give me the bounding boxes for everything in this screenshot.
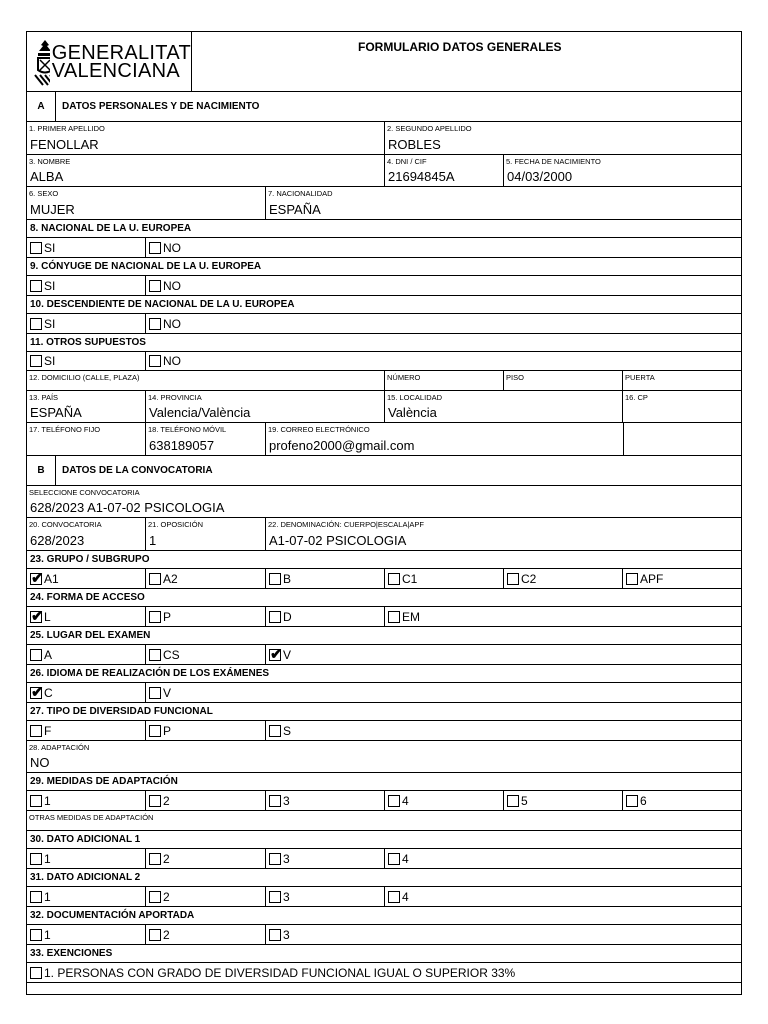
section-b-header <box>27 456 741 486</box>
checkbox-icon[interactable] <box>149 242 161 254</box>
dni-field[interactable]: 4. DNI / CIF 21694845A <box>385 155 504 186</box>
nacionalidad-field[interactable]: 7. NACIONALIDAD ESPAÑA <box>268 189 333 217</box>
checkbox-icon[interactable] <box>149 795 161 807</box>
checkbox-icon[interactable] <box>149 687 161 699</box>
section-b-title: DATOS DE LA CONVOCATORIA <box>62 465 213 476</box>
q25-option-v[interactable]: ✔ V <box>266 645 741 664</box>
q25-option-a[interactable]: A <box>27 645 146 664</box>
general-data-form <box>26 31 742 995</box>
q26-option-v[interactable]: V <box>146 683 741 702</box>
checkbox-icon[interactable] <box>149 355 161 367</box>
checkbox-icon[interactable] <box>388 795 400 807</box>
checkbox-checked-icon[interactable] <box>30 573 42 585</box>
q32-option-2[interactable]: 2 <box>146 925 266 944</box>
numero-field[interactable]: NÚMERO <box>385 371 504 390</box>
adaptacion-field[interactable]: 28. ADAPTACIÓN NO <box>29 743 90 770</box>
checkbox-icon[interactable] <box>507 795 519 807</box>
checkbox-icon[interactable] <box>269 725 281 737</box>
q29-option-6[interactable]: 6 <box>623 791 741 810</box>
q29-option-1[interactable]: 1 <box>27 791 146 810</box>
q9-label: 9. CÓNYUGE DE NACIONAL DE LA U. EUROPEA <box>27 258 741 276</box>
otras-medidas-field[interactable]: OTRAS MEDIDAS DE ADAPTACIÓN <box>29 813 154 822</box>
q27-option-p[interactable]: P <box>146 721 266 740</box>
q11-label: 11. OTROS SUPUESTOS <box>27 334 741 352</box>
checkbox-icon[interactable] <box>388 891 400 903</box>
q27-label: 27. TIPO DE DIVERSIDAD FUNCIONAL <box>27 703 741 721</box>
segundo-apellido-field[interactable]: 2. SEGUNDO APELLIDO ROBLES <box>387 124 472 152</box>
q11-option-no[interactable]: NO <box>146 352 741 370</box>
checkbox-icon[interactable] <box>388 853 400 865</box>
q25-option-cs[interactable]: CS <box>146 645 266 664</box>
q9-option-si[interactable]: SI <box>27 276 146 295</box>
q33-option-1[interactable]: 1. PERSONAS CON GRADO DE DIVERSIDAD FUNCIONAL IGUAL O SUPERIOR 33% <box>27 963 741 982</box>
checkbox-icon[interactable] <box>269 573 281 585</box>
provincia-field[interactable]: 14. PROVINCIA Valencia/València <box>146 391 385 422</box>
sexo-field[interactable]: 6. SEXO MUJER <box>27 187 266 219</box>
checkbox-icon[interactable] <box>30 242 42 254</box>
checkbox-icon[interactable] <box>30 891 42 903</box>
checkbox-icon[interactable] <box>30 355 42 367</box>
q8-option-no[interactable]: NO <box>146 238 741 257</box>
q24-option-d[interactable]: D <box>266 607 385 626</box>
q31-option-3[interactable]: 3 <box>266 887 385 906</box>
checkbox-icon[interactable] <box>30 967 42 979</box>
q26-option-c[interactable]: ✔ C <box>27 683 146 702</box>
q23-option-c2[interactable]: C2 <box>504 569 623 588</box>
checkbox-icon[interactable] <box>626 573 638 585</box>
checkbox-icon[interactable] <box>149 725 161 737</box>
q32-option-1[interactable]: 1 <box>27 925 146 944</box>
section-a-header <box>27 92 741 122</box>
fecha-nacimiento-field[interactable]: 5. FECHA DE NACIMIENTO 04/03/2000 <box>506 157 601 184</box>
logo-line1: GENERALITAT <box>51 41 191 64</box>
section-a-title: DATOS PERSONALES Y DE NACIMIENTO <box>62 101 260 112</box>
q23-option-b[interactable]: B <box>266 569 385 588</box>
checkbox-icon[interactable] <box>149 611 161 623</box>
coat-of-arms-icon <box>32 37 50 87</box>
q30-option-2[interactable]: 2 <box>146 849 266 868</box>
q8-label: 8. NACIONAL DE LA U. EUROPEA <box>27 220 741 238</box>
checkbox-icon[interactable] <box>626 795 638 807</box>
q29-option-4[interactable]: 4 <box>385 791 504 810</box>
section-b-letter: B <box>27 456 56 485</box>
checkbox-icon[interactable] <box>269 853 281 865</box>
domicilio-field[interactable]: 12. DOMICILIO (CALLE, PLAZA) <box>27 371 385 390</box>
telefono-fijo-field[interactable]: 17. TELÉFONO FIJO <box>27 423 146 455</box>
checkbox-icon[interactable] <box>507 573 519 585</box>
q29-option-5[interactable]: 5 <box>504 791 623 810</box>
checkbox-icon[interactable] <box>149 649 161 661</box>
checkbox-icon[interactable] <box>149 280 161 292</box>
checkbox-icon[interactable] <box>269 795 281 807</box>
q26-label: 26. IDIOMA DE REALIZACIÓN DE LOS EXÁMENES <box>27 665 741 683</box>
checkbox-icon[interactable] <box>388 611 400 623</box>
q23-option-c1[interactable]: C1 <box>385 569 504 588</box>
correo-field[interactable]: 19. CORREO ELECTRÓNICO profeno2000@gmail.com <box>266 423 624 455</box>
puerta-field[interactable]: PUERTA <box>625 373 655 382</box>
q31-label: 31. DATO ADICIONAL 2 <box>27 869 741 887</box>
seleccione-convocatoria-field[interactable]: SELECCIONE CONVOCATORIA 628/2023 A1-07-02 PSICOLOGIA <box>29 488 225 515</box>
q23-option-a1[interactable]: ✔ A1 <box>27 569 146 588</box>
section-a-letter: A <box>27 92 56 121</box>
oposicion-field[interactable]: 21. OPOSICIÓN 1 <box>146 518 266 550</box>
q29-option-3[interactable]: 3 <box>266 791 385 810</box>
q30-option-1[interactable]: 1 <box>27 849 146 868</box>
cp-field[interactable]: 16. CP <box>625 393 648 402</box>
q24-option-l[interactable]: ✔ L <box>27 607 146 626</box>
checkbox-icon[interactable] <box>149 891 161 903</box>
q24-label: 24. FORMA DE ACCESO <box>27 589 741 607</box>
q24-option-p[interactable]: P <box>146 607 266 626</box>
q23-label: 23. GRUPO / SUBGRUPO <box>27 551 741 569</box>
checkbox-icon[interactable] <box>30 649 42 661</box>
generalitat-logo <box>27 32 192 91</box>
nombre-field[interactable]: 3. NOMBRE ALBA <box>27 155 385 186</box>
q31-option-4[interactable]: 4 <box>385 887 741 906</box>
q32-option-3[interactable]: 3 <box>266 925 741 944</box>
checkbox-icon[interactable] <box>30 725 42 737</box>
denominacion-field[interactable]: 22. DENOMINACIÓN: CUERPO|ESCALA|APF A1-07-02 PSICOLOGIA <box>268 520 425 548</box>
q29-option-2[interactable]: 2 <box>146 791 266 810</box>
checkbox-icon[interactable] <box>269 891 281 903</box>
checkbox-checked-icon[interactable] <box>30 611 42 623</box>
q9-option-no[interactable]: NO <box>146 276 741 295</box>
q31-option-2[interactable]: 2 <box>146 887 266 906</box>
q30-option-4[interactable]: 4 <box>385 849 741 868</box>
q32-label: 32. DOCUMENTACIÓN APORTADA <box>27 907 741 925</box>
telefono-movil-field[interactable]: 18. TELÉFONO MÓVIL 638189057 <box>146 423 266 455</box>
checkbox-icon[interactable] <box>388 573 400 585</box>
logo-line2: VALENCIANA <box>51 59 180 82</box>
q33-label: 33. EXENCIONES <box>27 945 741 963</box>
q27-option-s[interactable]: S <box>266 721 741 740</box>
checkbox-icon[interactable] <box>30 795 42 807</box>
checkbox-icon[interactable] <box>149 318 161 330</box>
q23-option-a2[interactable]: A2 <box>146 569 266 588</box>
q25-label: 25. LUGAR DEL EXAMEN <box>27 627 741 645</box>
checkbox-icon[interactable] <box>30 318 42 330</box>
q30-option-3[interactable]: 3 <box>266 849 385 868</box>
checkbox-checked-icon[interactable] <box>269 649 281 661</box>
checkbox-icon[interactable] <box>149 929 161 941</box>
checkbox-icon[interactable] <box>30 929 42 941</box>
convocatoria-field[interactable]: 20. CONVOCATORIA 628/2023 <box>27 518 146 550</box>
checkbox-icon[interactable] <box>149 573 161 585</box>
q11-option-si[interactable]: SI <box>27 352 146 370</box>
q31-option-1[interactable]: 1 <box>27 887 146 906</box>
q27-option-f[interactable]: F <box>27 721 146 740</box>
checkbox-icon[interactable] <box>269 929 281 941</box>
form-title: FORMULARIO DATOS GENERALES <box>358 40 562 54</box>
q23-option-apf[interactable]: APF <box>623 569 741 588</box>
primer-apellido-field[interactable]: 1. PRIMER APELLIDO FENOLLAR <box>27 122 385 154</box>
checkbox-icon[interactable] <box>30 280 42 292</box>
checkbox-icon[interactable] <box>149 853 161 865</box>
checkbox-checked-icon[interactable] <box>30 687 42 699</box>
q24-option-em[interactable]: EM <box>385 607 741 626</box>
q30-label: 30. DATO ADICIONAL 1 <box>27 831 741 849</box>
q10-option-no[interactable]: NO <box>146 314 741 333</box>
piso-field[interactable]: PISO <box>504 371 623 390</box>
q29-label: 29. MEDIDAS DE ADAPTACIÓN <box>27 773 741 791</box>
localidad-field[interactable]: 15. LOCALIDAD València <box>385 391 623 422</box>
checkbox-icon[interactable] <box>30 853 42 865</box>
checkbox-icon[interactable] <box>269 611 281 623</box>
pais-field[interactable]: 13. PAÍS ESPAÑA <box>27 391 146 422</box>
q10-option-si[interactable]: SI <box>27 314 146 333</box>
q8-option-si[interactable]: SI <box>27 238 146 257</box>
q10-label: 10. DESCENDIENTE DE NACIONAL DE LA U. EUROPEA <box>27 296 741 314</box>
